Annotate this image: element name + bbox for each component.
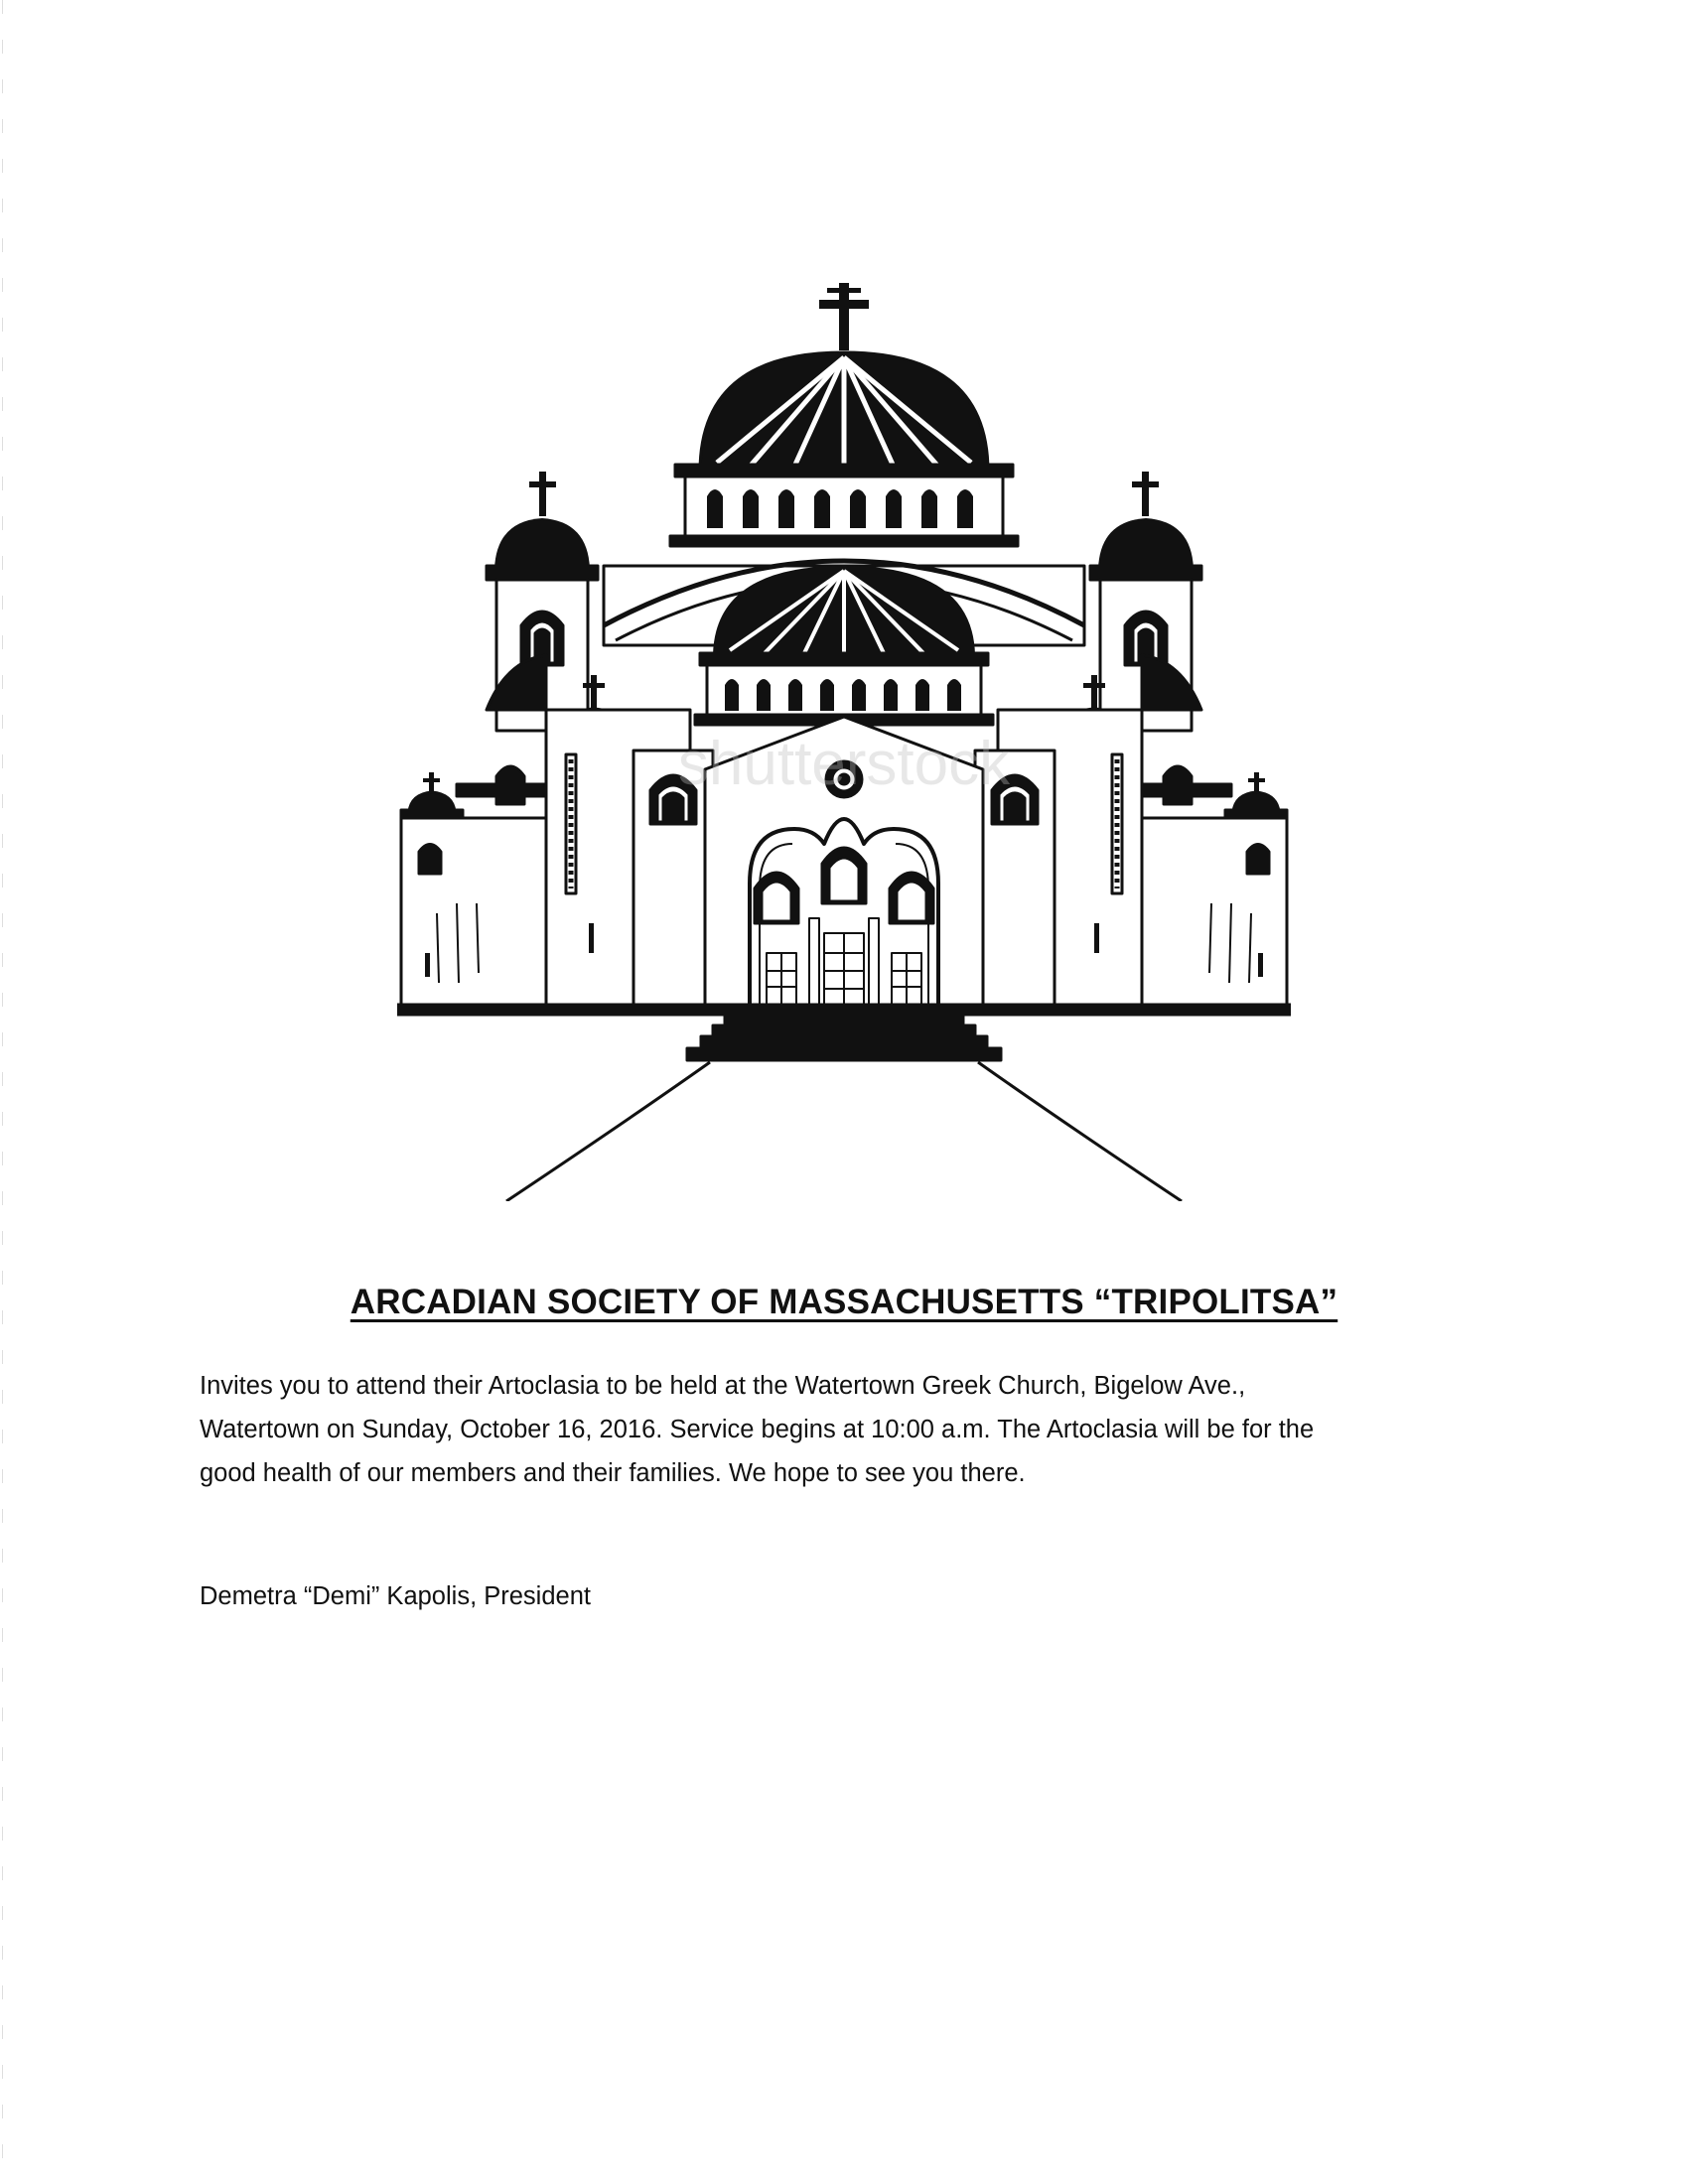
- cathedral-illustration-icon: [397, 268, 1291, 1201]
- far-right-cupola: [1225, 772, 1287, 818]
- body-line: good health of our members and their families. We hope to see you there.: [200, 1459, 1026, 1487]
- main-cross-icon: [819, 283, 869, 350]
- far-left-cupola: [401, 772, 463, 818]
- scan-edge-artifact: [2, 0, 3, 2184]
- invitation-body: [200, 1364, 1490, 1495]
- signature-line: Demetra “Demi” Kapolis, President: [200, 1582, 591, 1610]
- body-line: Invites you to attend their Artoclasia to be held at the Watertown Greek Church, Bigelow Ave.,: [200, 1372, 1246, 1400]
- page-title: ARCADIAN SOCIETY OF MASSACHUSETTS “TRIPOLITSA”: [350, 1283, 1338, 1321]
- body-line: Watertown on Sunday, October 16, 2016. Service begins at 10:00 a.m. The Artoclasia will be for the: [200, 1416, 1315, 1443]
- watermark-text: shutterstock: [677, 730, 1011, 798]
